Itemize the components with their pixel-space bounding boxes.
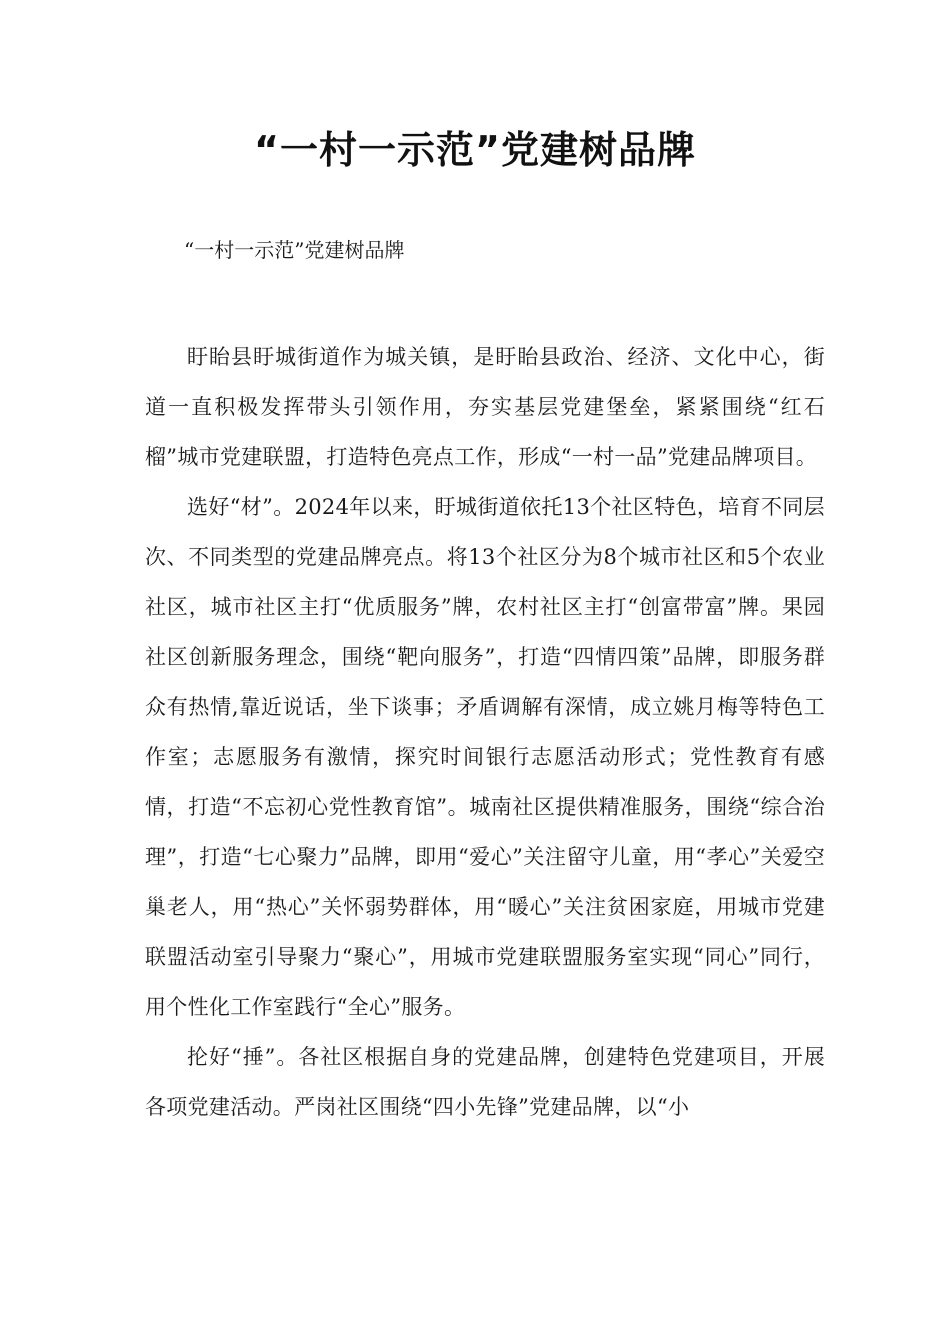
- document-title: “一村一示范”党建树品牌: [254, 128, 696, 172]
- document-subtitle: “一村一示范”党建树品牌: [184, 238, 405, 262]
- paragraph-swing-hammer: 抡好“捶”。各社区根据自身的党建品牌，创建特色党建项目，开展各项党建活动。严岗社区围绕“四小先锋”党建品牌，以“小: [145, 1045, 825, 1119]
- paragraph-choose-material: 选好“材”。2024年以来，盱城街道依托13个社区特色，培育不同层次、不同类型的党建品牌亮点。将13个社区分为8个城市社区和5个农业社区，城市社区主打“优质服务”牌，农村社区主打“创富带富”牌。果园社区创新服务理念，围绕“靶向服务”，打造“四情四策”品牌，即服务群众有热情,靠近说话，坐下谈事；矛盾调解有深情，成立姚月梅等特色工作室；志愿服务有激情，探究时间银行志愿活动形式；党性教育有感情，打造“不忘初心党性教育馆”。城南社区提供精准服务，围绕“综合治理”，打造“七心聚力”品牌，即用“爱心”关注留守儿童，用“孝心”关爱空巢老人，用“热心”关怀弱势群体，用“暖心”关注贫困家庭，用城市党建联盟活动室引导聚力“聚心”，用城市党建联盟服务室实现“同心”同行，用个性化工作室践行“全心”服务。: [145, 495, 825, 1019]
- paragraph-intro: 盱眙县盱城街道作为城关镇，是盱眙县政治、经济、文化中心，街道一直积极发挥带头引领作用，夯实基层党建堡垒，紧紧围绕“红石榴”城市党建联盟，打造特色亮点工作，形成“一村一品”党建品牌项目。: [145, 345, 825, 469]
- document-body: [145, 332, 825, 1132]
